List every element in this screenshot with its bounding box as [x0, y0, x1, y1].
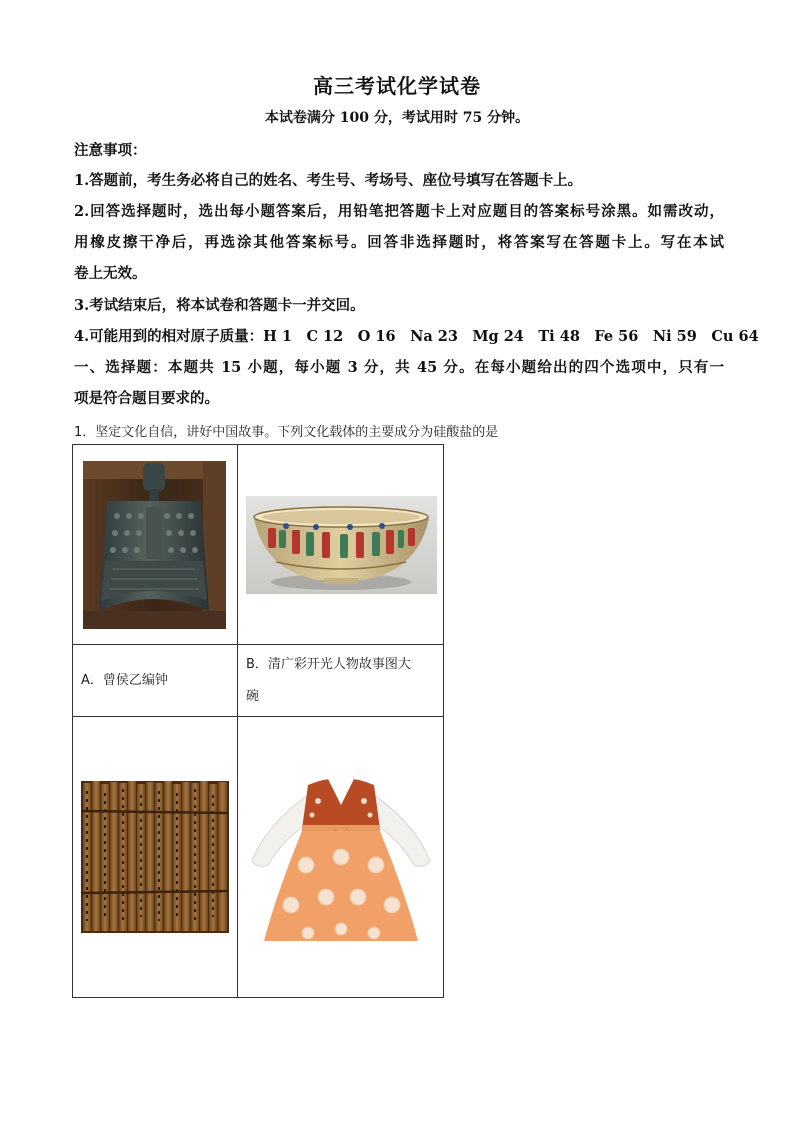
notice-item-2-line-1: 2.回答选择题时，选出每小题答案后，用铅笔把答题卡上对应题目的答案标号涂黑。如需改动，: [74, 203, 724, 220]
option-b-label-cell: [238, 645, 444, 717]
option-b-image-cell: [238, 445, 444, 645]
notice-item-3: 3.考试结束后，将本试卷和答题卡一并交回。: [74, 297, 365, 314]
notice-item-4: 4.可能用到的相对原子质量：H 1 C 12 O 16 Na 23 Mg 24 Ti 48 Fe 56 Ni 59 Cu 64: [74, 328, 759, 345]
notice-heading: 注意事项：: [74, 142, 147, 159]
option-a-label: A．曾侯乙编钟: [81, 672, 168, 688]
bronze-bell-image: [83, 461, 226, 629]
porcelain-bowl-image: [246, 496, 437, 594]
notice-item-2-line-2: 用橡皮擦干净后，再选涂其他答案标号。回答非选择题时，将答案写在答题卡上。写在本试: [74, 234, 724, 251]
option-b-label-line-2: 碗: [246, 688, 260, 704]
section-1-line-1: 一、选择题：本题共 15 小题，每小题 3 分，共 45 分。在每小题给出的四个选项中，只有一: [74, 359, 724, 376]
notice-item-2-line-3: 卷上无效。: [74, 265, 147, 282]
page-subtitle: 本试卷满分 100 分，考试用时 75 分钟。: [264, 110, 530, 126]
page-title: 高三考试化学试卷: [313, 74, 481, 98]
option-d-image-cell: [238, 717, 444, 998]
section-1-line-2: 项是符合题目要求的。: [74, 390, 219, 407]
question-1-options-table: [72, 444, 444, 998]
bamboo-slips-image: [81, 781, 229, 933]
hanfu-garment-image: [246, 765, 436, 949]
option-b-label-line-1: B．清广彩开光人物故事图大: [246, 656, 411, 672]
option-c-image-cell: [73, 717, 238, 998]
option-a-label-cell: [73, 645, 238, 717]
question-1-stem: 1．坚定文化自信，讲好中国故事。下列文化载体的主要成分为硅酸盐的是: [74, 425, 499, 440]
option-a-image-cell: [73, 445, 238, 645]
notice-item-1: 1.答题前，考生务必将自己的姓名、考生号、考场号、座位号填写在答题卡上。: [74, 172, 583, 189]
